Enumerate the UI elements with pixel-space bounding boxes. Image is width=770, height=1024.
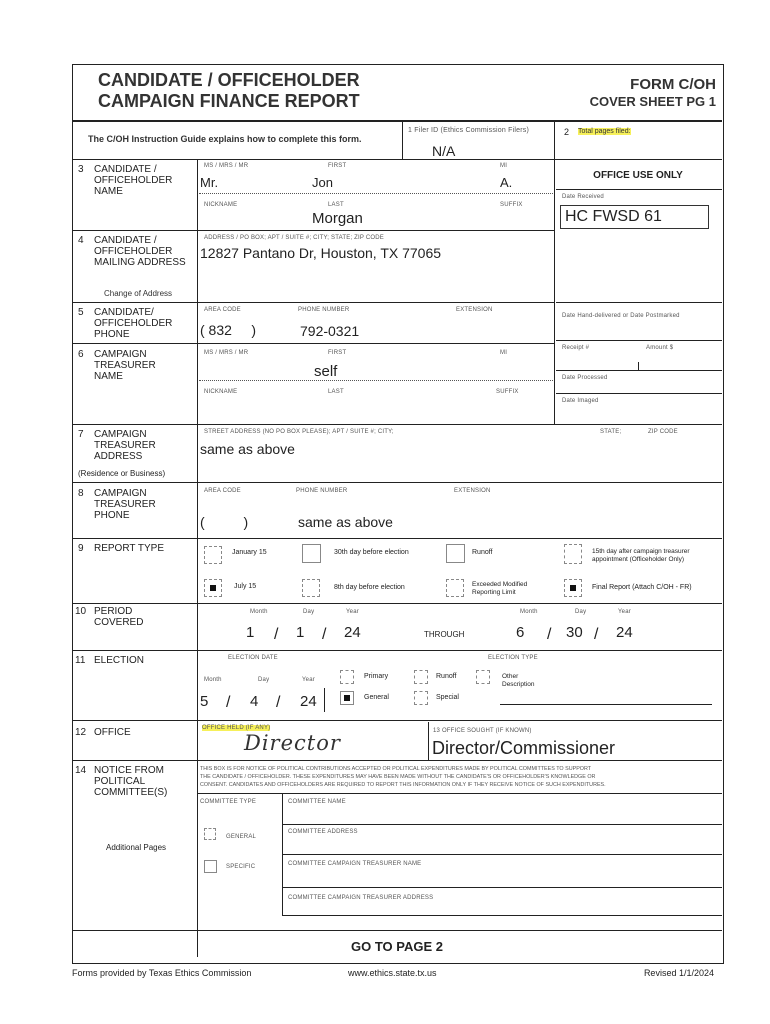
footer-provided-by: Forms provided by Texas Ethics Commission: [72, 968, 252, 978]
row-divider-3: [72, 230, 554, 231]
general-check-mark: [344, 695, 350, 701]
section8-phone-label: PHONE NUMBER: [296, 488, 348, 494]
period-from-month-label: Month: [250, 609, 268, 615]
instruction-text: The C/OH Instruction Guide explains how to complete this form.: [88, 134, 362, 144]
section8-label: CAMPAIGN TREASURER PHONE: [94, 488, 156, 521]
total-pages-label: Total pages filed:: [578, 128, 631, 135]
section7-fields-label: STREET ADDRESS (NO PO BOX PLEASE); APT / SUITE #; CITY;: [204, 429, 394, 435]
section12-number: 12: [75, 727, 87, 738]
special-checkbox[interactable]: [414, 691, 428, 705]
day15-label: 15th day after campaign treasurer appointment (Officeholder Only): [592, 548, 690, 563]
section6-number: 6: [78, 349, 84, 360]
committee-address-divider: [282, 854, 722, 855]
other-description-line: [500, 704, 712, 705]
filer-id-label: 1 Filer ID (Ethics Commission Filers): [408, 127, 529, 134]
section7-state-label: STATE;: [600, 429, 622, 435]
section7-zip-label: ZIP CODE: [648, 429, 678, 435]
period-to-month: 6: [516, 624, 525, 641]
section3-mi-label: MI: [500, 163, 508, 169]
treasurer-phone: same as above: [298, 514, 393, 530]
treasurer-first-name: self: [314, 363, 338, 380]
period-from-day: 1: [296, 624, 305, 641]
section12-label: OFFICE: [94, 727, 131, 738]
section7-sublabel: (Residence or Business): [78, 469, 166, 478]
period-from-slash-1: /: [274, 626, 279, 643]
special-label: Special: [436, 694, 459, 701]
election-runoff-label: Runoff: [436, 673, 457, 680]
section3-nickname-label: NICKNAME: [204, 202, 238, 208]
period-from-year: 24: [344, 624, 361, 641]
form-id: FORM C/OH: [630, 76, 716, 93]
period-from-day-label: Day: [303, 609, 315, 615]
committee-name-label: COMMITTEE NAME: [288, 799, 346, 805]
other-label: Other: [502, 673, 519, 680]
office-use-divider: [554, 159, 555, 424]
general-label: General: [364, 694, 389, 701]
section14-number: 14: [75, 765, 87, 776]
date-received-label: Date Received: [562, 194, 604, 200]
date-received-stamp-text: HC FWSD 61: [565, 208, 662, 225]
section5-ext-label: EXTENSION: [456, 307, 493, 313]
election-date-divider: [324, 688, 325, 712]
office-use-title: OFFICE USE ONLY: [593, 170, 683, 181]
section6-nickname-label: NICKNAME: [204, 389, 238, 395]
section11-number: 11: [75, 655, 86, 666]
section3-last-label: LAST: [328, 202, 344, 208]
row-divider-6: [72, 424, 722, 425]
treasurer-area-code: ( ): [200, 514, 249, 530]
receipt-label: Receipt #: [562, 345, 590, 351]
office-sought-label: 13 OFFICE SOUGHT (IF KNOWN): [433, 728, 532, 734]
section4-label: CANDIDATE / OFFICEHOLDER MAILING ADDRESS: [94, 235, 186, 268]
general-checkbox[interactable]: [340, 691, 354, 705]
total-pages-number: 2: [564, 127, 570, 137]
additional-pages-label: Additional Pages: [106, 843, 167, 852]
candidate-first-name: Jon: [312, 175, 333, 190]
section6-dotted-line: [199, 380, 553, 381]
section3-suffix-label: SUFFIX: [500, 202, 523, 208]
section6-suffix-label: SUFFIX: [496, 389, 519, 395]
jan15-checkbox[interactable]: [204, 546, 222, 564]
change-of-address-label: Change of Address: [104, 289, 173, 298]
section8-ext-label: EXTENSION: [454, 488, 491, 494]
date-received-stamp: [560, 205, 709, 229]
section5-area-label: AREA CODE: [204, 307, 241, 313]
form-title-line1: CANDIDATE / OFFICEHOLDER: [98, 70, 360, 90]
runoff-report-label: Runoff: [472, 549, 493, 556]
footer-revised: Revised 1/1/2024: [643, 968, 714, 978]
period-from-year-label: Year: [346, 609, 359, 615]
filer-id-divider: [402, 122, 403, 159]
day30-checkbox[interactable]: [302, 544, 321, 563]
section3-first-label: FIRST: [328, 163, 347, 169]
day15-checkbox[interactable]: [564, 544, 582, 564]
jul15-label: July 15: [234, 583, 257, 590]
period-to-slash-2: /: [594, 626, 599, 643]
filer-id-value: N/A: [432, 143, 456, 159]
final-report-label: Final Report (Attach C/OH - FR): [592, 584, 692, 591]
section6-ms-label: MS / MRS / MR: [204, 350, 249, 356]
election-date-label: ELECTION DATE: [228, 655, 278, 661]
election-year: 24: [300, 693, 317, 710]
receipt-amount-tick: [638, 362, 639, 370]
section3-label: CANDIDATE / OFFICEHOLDER NAME: [94, 164, 173, 197]
row-divider-1: [72, 159, 722, 160]
day8-checkbox[interactable]: [302, 579, 320, 597]
runoff-report-checkbox[interactable]: [446, 544, 465, 563]
office-held-label: OFFICE HELD (IF ANY): [202, 725, 271, 731]
row-divider-11: [72, 720, 722, 721]
cover-sheet-label: COVER SHEET PG 1: [589, 94, 716, 109]
committee-treasurer-address-label: COMMITTEE CAMPAIGN TREASURER ADDRESS: [288, 895, 434, 901]
section8-area-label: AREA CODE: [204, 488, 241, 494]
section7-number: 7: [78, 429, 84, 440]
imaged-label: Date Imaged: [562, 398, 599, 404]
section3-ms-label: MS / MRS / MR: [204, 163, 249, 169]
committee-general-label: GENERAL: [226, 834, 257, 840]
amount-label: Amount $: [646, 345, 674, 351]
row-divider-8: [72, 538, 722, 539]
row-divider-9: [72, 603, 722, 604]
jul15-check-mark: [210, 585, 216, 591]
period-to-day-label: Day: [575, 609, 587, 615]
section6-last-label: LAST: [328, 389, 344, 395]
other-checkbox[interactable]: [476, 670, 490, 684]
section7-label: CAMPAIGN TREASURER ADDRESS: [94, 429, 156, 462]
header-divider: [72, 120, 722, 122]
period-to-month-label: Month: [520, 609, 538, 615]
committee-treasurer-name-label: COMMITTEE CAMPAIGN TREASURER NAME: [288, 861, 422, 867]
total-pages-divider: [554, 122, 555, 159]
period-through-label: THROUGH: [424, 630, 465, 639]
period-from-month: 1: [246, 624, 255, 641]
section4-number: 4: [78, 235, 84, 246]
office-held-value: Director: [244, 731, 341, 755]
office-sought-divider: [428, 722, 429, 760]
candidate-mailing-address: 12827 Pantano Dr, Houston, TX 77065: [200, 245, 442, 261]
final-report-check-mark: [570, 585, 576, 591]
section5-label: CANDIDATE/ OFFICEHOLDER PHONE: [94, 307, 173, 340]
day8-label: 8th day before election: [334, 584, 405, 591]
footer-website[interactable]: www.ethics.state.tx.us: [348, 968, 437, 978]
candidate-last-name: Morgan: [312, 210, 363, 227]
period-to-year: 24: [616, 624, 633, 641]
period-from-slash-2: /: [322, 626, 327, 643]
section5-phone-label: PHONE NUMBER: [298, 307, 350, 313]
other-description-label: Description: [502, 681, 535, 688]
section9-label: REPORT TYPE: [94, 543, 165, 554]
section8-number: 8: [78, 488, 84, 499]
committee-specific-label: SPECIFIC: [226, 864, 256, 870]
row-divider-14: [72, 930, 722, 931]
committee-specific-checkbox[interactable]: [204, 860, 217, 873]
row-divider-5: [72, 343, 554, 344]
period-to-year-label: Year: [618, 609, 631, 615]
processed-label: Date Processed: [562, 375, 608, 381]
committee-name-divider: [282, 824, 722, 825]
exceeded-label: Exceeded Modified Reporting Limit: [472, 581, 528, 596]
jul15-checkbox[interactable]: [204, 579, 222, 597]
election-month: 5: [200, 693, 209, 710]
committee-treasurer-divider: [282, 887, 722, 888]
period-to-slash-1: /: [547, 626, 552, 643]
notice-divider: [197, 793, 722, 794]
section11-label: ELECTION: [94, 655, 145, 666]
section6-mi-label: MI: [500, 350, 508, 356]
row-divider-7: [72, 482, 722, 483]
section6-label: CAMPAIGN TREASURER NAME: [94, 349, 156, 382]
final-report-checkbox[interactable]: [564, 579, 582, 597]
go-to-page-2: GO TO PAGE 2: [351, 939, 443, 954]
office-sought-value: Director/Commissioner: [432, 738, 616, 758]
form-title-line2: CAMPAIGN FINANCE REPORT: [98, 91, 360, 111]
period-to-day: 30: [566, 624, 583, 641]
section9-number: 9: [78, 543, 84, 554]
row-divider-12: [72, 760, 722, 761]
election-day: 4: [250, 693, 259, 710]
election-type-label: ELECTION TYPE: [488, 655, 538, 661]
jan15-label: January 15: [232, 549, 267, 556]
section5-number: 5: [78, 307, 84, 318]
primary-label: Primary: [364, 673, 389, 680]
election-runoff-checkbox[interactable]: [414, 670, 428, 684]
exceeded-checkbox[interactable]: [446, 579, 464, 597]
committee-bottom-divider: [282, 915, 722, 916]
section10-label: PERIOD COVERED: [94, 606, 144, 628]
section10-number: 10: [75, 606, 87, 617]
notice-line-1: THIS BOX IS FOR NOTICE OF POLITICAL CONTRIBUTIONS ACCEPTED OR POLITICAL EXPENDITURES MADE BY POLITICAL COMMITTEES TO SUPPORT: [200, 766, 592, 772]
candidate-mi: A.: [500, 175, 513, 190]
treasurer-address: same as above: [200, 441, 295, 457]
row-divider-10: [72, 650, 722, 651]
committee-general-checkbox[interactable]: [204, 828, 216, 840]
section14-label: NOTICE FROM POLITICAL COMMITTEE(S): [94, 765, 168, 798]
office-use-underline: [556, 189, 722, 190]
section4-fields-label: ADDRESS / PO BOX; APT / SUITE #; CITY; STATE; ZIP CODE: [204, 235, 385, 241]
candidate-salutation: Mr.: [200, 175, 219, 190]
office-use-divider-4: [556, 370, 722, 371]
election-slash-2: /: [276, 694, 281, 711]
primary-checkbox[interactable]: [340, 670, 354, 684]
label-column-divider: [197, 159, 198, 957]
section3-number: 3: [78, 164, 84, 175]
candidate-phone: 792-0321: [300, 323, 360, 339]
section6-first-label: FIRST: [328, 350, 347, 356]
committee-address-label: COMMITTEE ADDRESS: [288, 829, 358, 835]
notice-line-3: CONSENT. CANDIDATES AND OFFICEHOLDERS ARE REQUIRED TO REPORT THIS INFORMATION ONLY IF THEY RECEIVE NOTICE OF SUCH EXPENDITURES.: [200, 782, 606, 788]
hand-delivered-label: Date Hand-delivered or Date Postmarked: [562, 313, 680, 319]
day30-label: 30th day before election: [334, 549, 409, 556]
election-slash-1: /: [226, 694, 231, 711]
candidate-area-code: ( 832 ): [200, 322, 257, 338]
election-month-label: Month: [204, 677, 222, 683]
notice-line-2: THE CANDIDATE / OFFICEHOLDER. THESE EXPENDITURES MAY HAVE BEEN MADE WITHOUT THE CANDIDATE'S OR OFFICEHOLDER'S KNOWLEDGE OR: [200, 774, 596, 780]
section3-dotted-line: [199, 193, 553, 194]
office-use-divider-3: [556, 340, 722, 341]
committee-type-label: COMMITTEE TYPE: [200, 799, 257, 805]
election-year-label: Year: [302, 677, 315, 683]
row-divider-4: [72, 302, 554, 303]
office-use-divider-2: [556, 302, 722, 303]
election-day-label: Day: [258, 677, 270, 683]
office-use-divider-5: [556, 393, 722, 394]
